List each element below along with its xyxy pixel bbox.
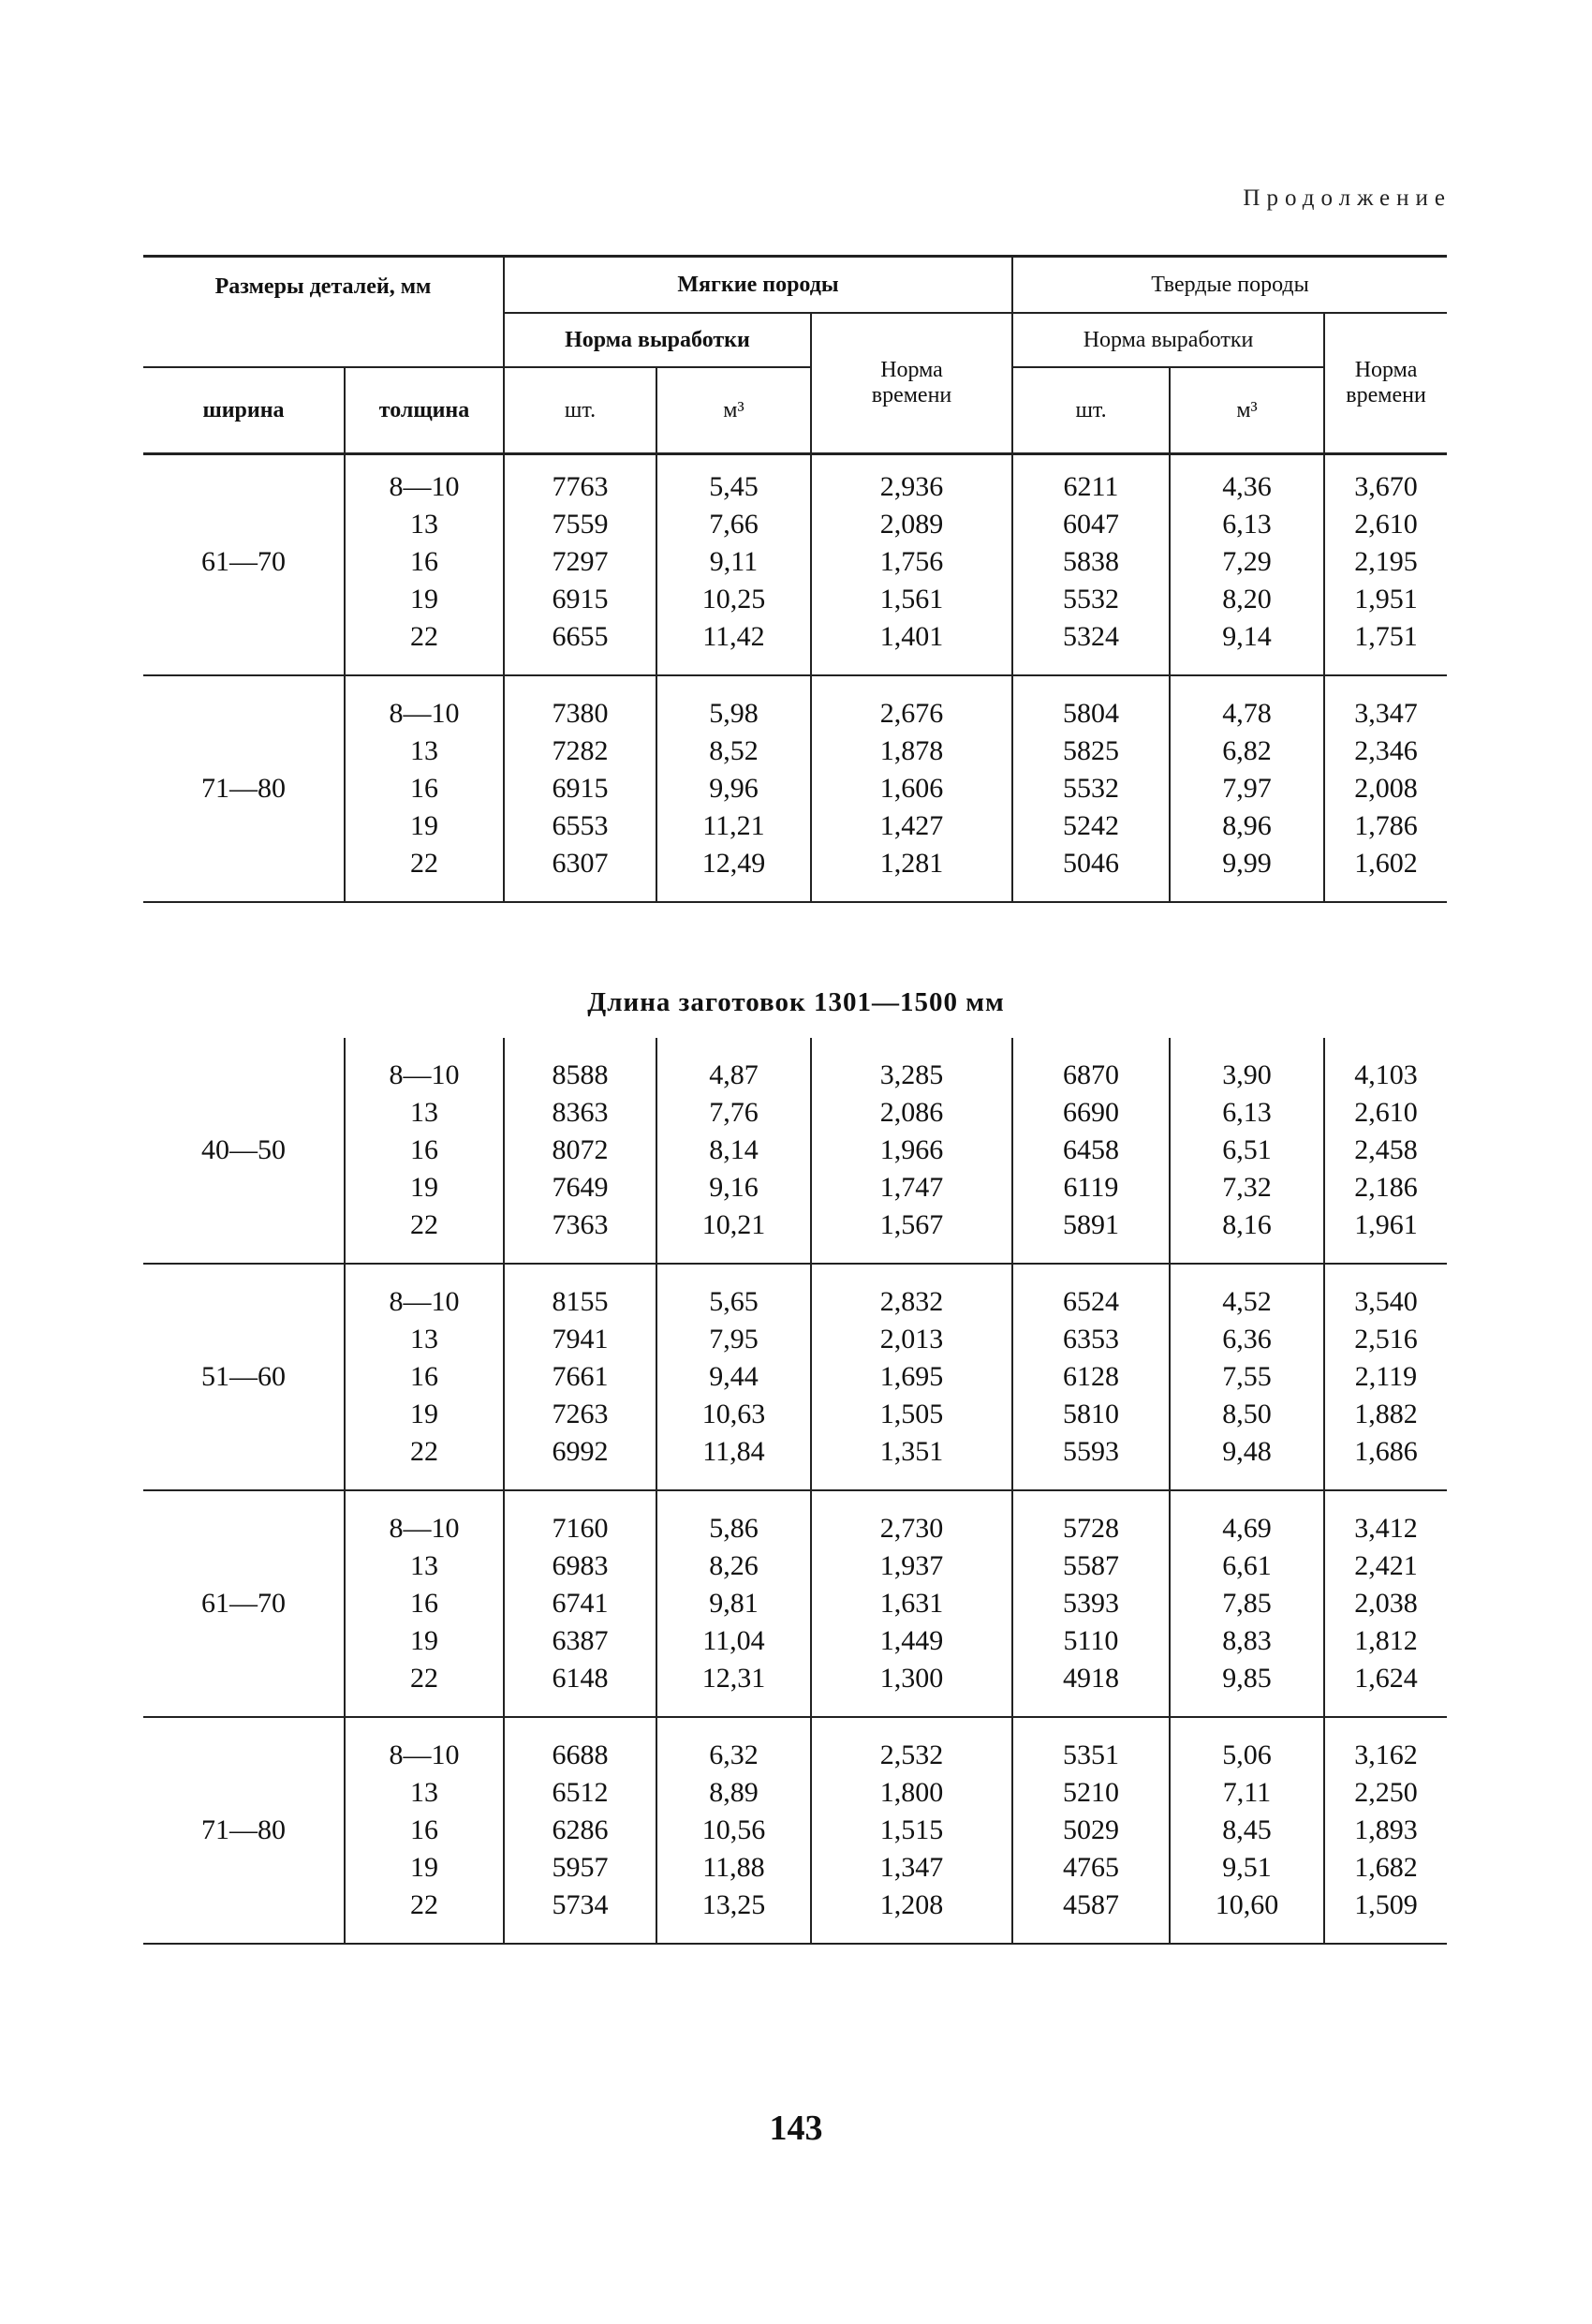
value: 6353: [1063, 1324, 1119, 1354]
value: 1,208: [879, 1889, 944, 1920]
soft-pcs-cell: [504, 675, 656, 902]
value: 1,606: [879, 773, 944, 804]
value: 6307: [552, 848, 609, 879]
value: 4,36: [1222, 471, 1272, 502]
value: 5210: [1063, 1777, 1119, 1808]
value: 5734: [552, 1889, 609, 1920]
table-row: [143, 675, 1447, 902]
value: 16: [410, 1588, 438, 1619]
section-title: Длина заготовок 1301—1500 мм: [587, 987, 1005, 1017]
value: 6690: [1063, 1097, 1119, 1128]
value: 2,038: [1354, 1588, 1418, 1619]
hard-pcs-cell: [1012, 450, 1170, 675]
value: 1,427: [879, 810, 944, 841]
value: 1,686: [1354, 1436, 1418, 1467]
value: 9,11: [709, 546, 759, 577]
value: 6,13: [1222, 509, 1272, 540]
value: 8—10: [389, 1059, 460, 1090]
value: 16: [410, 1361, 438, 1392]
value: 13: [410, 1777, 438, 1808]
value: 9,85: [1222, 1663, 1272, 1694]
value: 22: [410, 1436, 438, 1467]
value: 8,14: [709, 1134, 759, 1165]
value: 6387: [552, 1625, 609, 1656]
value: 3,162: [1354, 1739, 1418, 1770]
value: 2,346: [1354, 735, 1418, 766]
hard-m3-cell: [1170, 1264, 1324, 1490]
header-sizes: Размеры деталей, мм: [214, 274, 432, 299]
value: 7559: [552, 509, 609, 540]
value: 5891: [1063, 1209, 1119, 1240]
value: 12,49: [701, 848, 766, 879]
value: 16: [410, 773, 438, 804]
value: 13: [410, 1550, 438, 1581]
value: 6655: [552, 621, 609, 652]
thickness-cell: [345, 1264, 504, 1490]
value: 12,31: [701, 1663, 766, 1694]
value: 5242: [1063, 810, 1119, 841]
value: 1,812: [1354, 1625, 1418, 1656]
value: 1,682: [1354, 1852, 1418, 1883]
value: 22: [410, 1889, 438, 1920]
value: 5,65: [709, 1286, 759, 1317]
table-block-2: [143, 1038, 1447, 1945]
value: 11,21: [702, 810, 765, 841]
value: 5110: [1063, 1625, 1119, 1656]
value: 1,281: [879, 848, 944, 879]
value: 5532: [1063, 584, 1119, 614]
soft-m3-cell: [656, 1717, 811, 1944]
hard-m3-cell: [1170, 1038, 1324, 1264]
value: 8588: [552, 1059, 609, 1090]
value: 10,60: [1215, 1889, 1279, 1920]
value: 1,351: [879, 1436, 944, 1467]
hard-m3-cell: [1170, 675, 1324, 902]
table-row: [143, 1490, 1447, 1717]
value: 5029: [1063, 1814, 1119, 1845]
value: 8,83: [1222, 1625, 1272, 1656]
table-row: [143, 1717, 1447, 1944]
value: 1,786: [1354, 810, 1418, 841]
soft-pcs-cell: [504, 1490, 656, 1717]
value: 8,20: [1222, 584, 1272, 614]
value: 8,50: [1222, 1399, 1272, 1429]
value: 8—10: [389, 471, 460, 502]
value: 2,086: [879, 1097, 944, 1128]
thickness-cell: [345, 1490, 504, 1717]
value: 5,86: [709, 1513, 759, 1544]
value: 2,516: [1354, 1324, 1418, 1354]
value: 1,567: [879, 1209, 944, 1240]
soft-time-cell: [811, 1264, 1012, 1490]
soft-pcs-cell: [504, 1717, 656, 1944]
hard-m3-cell: [1170, 450, 1324, 675]
soft-m3-cell: [656, 675, 811, 902]
value: 6524: [1063, 1286, 1119, 1317]
value: 7263: [552, 1399, 609, 1429]
value: 5532: [1063, 773, 1119, 804]
hard-pcs-cell: [1012, 1038, 1170, 1264]
hard-time-cell: [1324, 675, 1447, 902]
soft-time-cell: [811, 675, 1012, 902]
value: 1,893: [1354, 1814, 1418, 1845]
thickness-cell: [345, 1038, 504, 1264]
value: 6211: [1063, 471, 1119, 502]
soft-m3-cell: [656, 1038, 811, 1264]
header-hard-norm-output: Норма выработки: [1012, 313, 1324, 367]
value: 19: [410, 1852, 438, 1883]
value: 13: [410, 735, 438, 766]
thickness-cell: [345, 450, 504, 675]
value: 7,95: [709, 1324, 759, 1354]
value: 22: [410, 1663, 438, 1694]
value: 5324: [1063, 621, 1119, 652]
value: 2,676: [879, 698, 944, 729]
value: 6148: [552, 1663, 609, 1694]
value: 2,532: [879, 1739, 944, 1770]
hard-time-cell: [1324, 1717, 1447, 1944]
value: 6688: [552, 1739, 609, 1770]
value: 19: [410, 1399, 438, 1429]
value: 8,16: [1222, 1209, 1272, 1240]
header-thickness: толщина: [345, 367, 504, 454]
value: 7,11: [1222, 1777, 1272, 1808]
hard-m3-cell: [1170, 1717, 1324, 1944]
value: 3,670: [1354, 471, 1418, 502]
value: 1,800: [879, 1777, 944, 1808]
header-hard: Твердые породы: [1012, 257, 1447, 314]
value: 5957: [552, 1852, 609, 1883]
header-hard-norm-time: Норма времени: [1324, 313, 1447, 454]
value: 6512: [552, 1777, 609, 1808]
value: 2,089: [879, 509, 944, 540]
value: 5,98: [709, 698, 759, 729]
value: 2,195: [1354, 546, 1418, 577]
value: 1,561: [879, 584, 944, 614]
value: 6553: [552, 810, 609, 841]
value: 1,966: [879, 1134, 944, 1165]
header-soft-norm-output: Норма выработки: [504, 313, 811, 367]
width-cell: 61—70: [143, 450, 345, 675]
value: 8,89: [709, 1777, 759, 1808]
value: 11,88: [702, 1852, 765, 1883]
value: 10,21: [701, 1209, 766, 1240]
value: 8,45: [1222, 1814, 1272, 1845]
value: 7,55: [1222, 1361, 1272, 1392]
table-row: [143, 450, 1447, 675]
value: 2,250: [1354, 1777, 1418, 1808]
value: 22: [410, 621, 438, 652]
thickness-cell: [345, 1717, 504, 1944]
value: 4765: [1063, 1852, 1119, 1883]
value: 5825: [1063, 735, 1119, 766]
value: 6047: [1063, 509, 1119, 540]
hard-time-cell: [1324, 1038, 1447, 1264]
value: 3,540: [1354, 1286, 1418, 1317]
value: 8,96: [1222, 810, 1272, 841]
value: 7763: [552, 471, 609, 502]
hard-time-cell: [1324, 450, 1447, 675]
value: 1,300: [879, 1663, 944, 1694]
value: 6915: [552, 773, 609, 804]
value: 1,695: [879, 1361, 944, 1392]
width-cell: 51—60: [143, 1264, 345, 1490]
value: 2,610: [1354, 1097, 1418, 1128]
hard-pcs-cell: [1012, 675, 1170, 902]
value: 6286: [552, 1814, 609, 1845]
value: 4918: [1063, 1663, 1119, 1694]
hard-time-cell: [1324, 1490, 1447, 1717]
hard-pcs-cell: [1012, 1264, 1170, 1490]
value: 4,87: [709, 1059, 759, 1090]
value: 1,631: [879, 1588, 944, 1619]
value: 2,936: [879, 471, 944, 502]
table-row: [143, 1264, 1447, 1490]
header-soft-pcs: шт.: [504, 367, 656, 454]
value: 9,44: [709, 1361, 759, 1392]
value: 1,515: [879, 1814, 944, 1845]
value: 5,45: [709, 471, 759, 502]
value: 11,42: [702, 621, 765, 652]
value: 7,32: [1222, 1172, 1272, 1203]
value: 7,85: [1222, 1588, 1272, 1619]
value: 4587: [1063, 1889, 1119, 1920]
value: 1,401: [879, 621, 944, 652]
value: 16: [410, 546, 438, 577]
value: 8—10: [389, 698, 460, 729]
value: 7,76: [709, 1097, 759, 1128]
soft-m3-cell: [656, 450, 811, 675]
hard-pcs-cell: [1012, 1717, 1170, 1944]
value: 11,84: [702, 1436, 765, 1467]
value: 2,008: [1354, 773, 1418, 804]
value: 6741: [552, 1588, 609, 1619]
table-header: [143, 255, 1447, 455]
width-cell: 40—50: [143, 1038, 345, 1264]
value: 5593: [1063, 1436, 1119, 1467]
value: 1,937: [879, 1550, 944, 1581]
value: 6870: [1063, 1059, 1119, 1090]
value: 6458: [1063, 1134, 1119, 1165]
value: 6915: [552, 584, 609, 614]
soft-time-cell: [811, 450, 1012, 675]
value: 7282: [552, 735, 609, 766]
value: 5351: [1063, 1739, 1119, 1770]
value: 7,66: [709, 509, 759, 540]
value: 16: [410, 1134, 438, 1165]
value: 1,951: [1354, 584, 1418, 614]
value: 3,285: [879, 1059, 944, 1090]
header-soft-norm-time: Норма времени: [811, 313, 1012, 454]
value: 11,04: [702, 1625, 765, 1656]
value: 8—10: [389, 1513, 460, 1544]
value: 5804: [1063, 698, 1119, 729]
value: 6,51: [1222, 1134, 1272, 1165]
value: 6128: [1063, 1361, 1119, 1392]
value: 4,69: [1222, 1513, 1272, 1544]
hard-m3-cell: [1170, 1490, 1324, 1717]
value: 10,56: [701, 1814, 766, 1845]
value: 6983: [552, 1550, 609, 1581]
width-cell: 71—80: [143, 675, 345, 902]
soft-time-cell: [811, 1038, 1012, 1264]
value: 5810: [1063, 1399, 1119, 1429]
soft-pcs-cell: [504, 1264, 656, 1490]
header-width: ширина: [143, 367, 345, 454]
soft-time-cell: [811, 1717, 1012, 1944]
value: 1,449: [879, 1625, 944, 1656]
value: 7661: [552, 1361, 609, 1392]
value: 1,624: [1354, 1663, 1418, 1694]
header-soft-m3: м³: [656, 367, 811, 454]
value: 2,013: [879, 1324, 944, 1354]
hard-time-cell: [1324, 1264, 1447, 1490]
table-block-1: [143, 450, 1447, 903]
continuation-label: Продолжение: [1243, 185, 1452, 211]
value: 9,51: [1222, 1852, 1272, 1883]
width-cell: 61—70: [143, 1490, 345, 1717]
value: 19: [410, 810, 438, 841]
soft-pcs-cell: [504, 450, 656, 675]
value: 9,48: [1222, 1436, 1272, 1467]
value: 8072: [552, 1134, 609, 1165]
value: 19: [410, 1625, 438, 1656]
value: 9,16: [709, 1172, 759, 1203]
value: 5838: [1063, 546, 1119, 577]
value: 7297: [552, 546, 609, 577]
value: 8—10: [389, 1286, 460, 1317]
value: 5728: [1063, 1513, 1119, 1544]
value: 1,756: [879, 546, 944, 577]
value: 9,99: [1222, 848, 1272, 879]
thickness-cell: [345, 675, 504, 902]
value: 7160: [552, 1513, 609, 1544]
value: 6,61: [1222, 1550, 1272, 1581]
soft-time-cell: [811, 1490, 1012, 1717]
value: 13: [410, 509, 438, 540]
value: 13,25: [701, 1889, 766, 1920]
value: 1,505: [879, 1399, 944, 1429]
value: 2,186: [1354, 1172, 1418, 1203]
value: 1,878: [879, 735, 944, 766]
value: 13: [410, 1324, 438, 1354]
value: 7363: [552, 1209, 609, 1240]
value: 6,32: [709, 1739, 759, 1770]
value: 4,78: [1222, 698, 1272, 729]
value: 8363: [552, 1097, 609, 1128]
value: 2,730: [879, 1513, 944, 1544]
value: 9,81: [709, 1588, 759, 1619]
value: 8155: [552, 1286, 609, 1317]
value: 19: [410, 1172, 438, 1203]
value: 3,412: [1354, 1513, 1418, 1544]
value: 6992: [552, 1436, 609, 1467]
value: 2,421: [1354, 1550, 1418, 1581]
soft-m3-cell: [656, 1264, 811, 1490]
header-hard-m3: м³: [1170, 367, 1324, 454]
value: 1,751: [1354, 621, 1418, 652]
value: 6,36: [1222, 1324, 1272, 1354]
value: 4,103: [1354, 1059, 1418, 1090]
value: 2,610: [1354, 509, 1418, 540]
value: 1,747: [879, 1172, 944, 1203]
value: 5,06: [1222, 1739, 1272, 1770]
value: 13: [410, 1097, 438, 1128]
value: 2,832: [879, 1286, 944, 1317]
value: 3,347: [1354, 698, 1418, 729]
value: 6,13: [1222, 1097, 1272, 1128]
value: 1,882: [1354, 1399, 1418, 1429]
value: 10,25: [701, 584, 766, 614]
page-number: 143: [769, 2109, 823, 2148]
value: 1,602: [1354, 848, 1418, 879]
value: 1,509: [1354, 1889, 1418, 1920]
value: 4,52: [1222, 1286, 1272, 1317]
table-row: [143, 1038, 1447, 1264]
value: 6119: [1063, 1172, 1119, 1203]
header-soft: Мягкие породы: [504, 257, 1012, 314]
value: 22: [410, 848, 438, 879]
value: 22: [410, 1209, 438, 1240]
value: 8,52: [709, 735, 759, 766]
value: 7649: [552, 1172, 609, 1203]
value: 5046: [1063, 848, 1119, 879]
value: 19: [410, 584, 438, 614]
value: 9,96: [709, 773, 759, 804]
value: 2,458: [1354, 1134, 1418, 1165]
value: 10,63: [701, 1399, 766, 1429]
value: 5587: [1063, 1550, 1119, 1581]
width-cell: 71—80: [143, 1717, 345, 1944]
value: 7380: [552, 698, 609, 729]
value: 6,82: [1222, 735, 1272, 766]
value: 9,14: [1222, 621, 1272, 652]
value: 1,961: [1354, 1209, 1418, 1240]
value: 3,90: [1222, 1059, 1272, 1090]
value: 5393: [1063, 1588, 1119, 1619]
value: 7941: [552, 1324, 609, 1354]
value: 8—10: [389, 1739, 460, 1770]
value: 7,97: [1222, 773, 1272, 804]
hard-pcs-cell: [1012, 1490, 1170, 1717]
soft-m3-cell: [656, 1490, 811, 1717]
value: 16: [410, 1814, 438, 1845]
value: 1,347: [879, 1852, 944, 1883]
value: 7,29: [1222, 546, 1272, 577]
header-hard-pcs: шт.: [1012, 367, 1170, 454]
soft-pcs-cell: [504, 1038, 656, 1264]
value: 8,26: [709, 1550, 759, 1581]
value: 2,119: [1354, 1361, 1418, 1392]
